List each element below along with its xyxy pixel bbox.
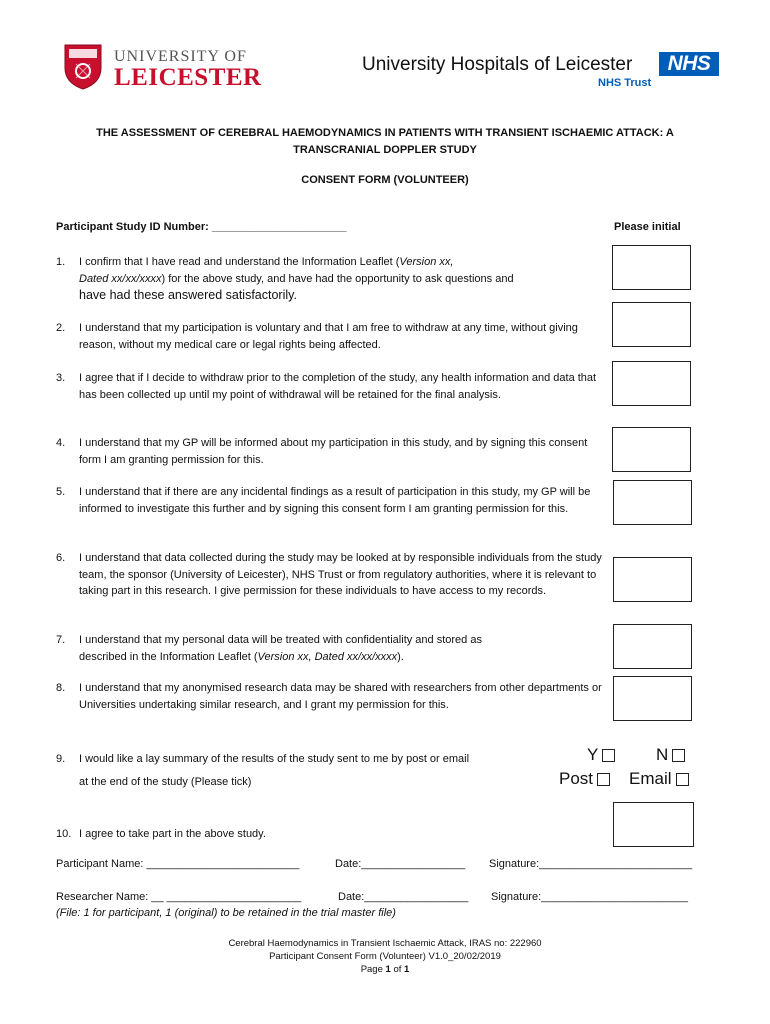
item-text: I agree that if I decide to withdraw prior to the completion of the study, any health information and data that has been collected up until my point of withdrawal will be retained for the final analysis.	[79, 372, 597, 401]
item-text: I would like a lay summary of the results of the study sent to me by post or email	[79, 753, 470, 765]
initial-box-3[interactable]	[612, 361, 691, 406]
item-number: 9.	[56, 753, 66, 765]
item-text: I understand that data collected during the study may be looked at by responsible individuals from the study team, the sponsor (University of Leicester), NHS Trust or from regulatory authorities, where it is relevant to taking part in this research. I give permission for these individuals to have access to my records.	[79, 552, 602, 598]
researcher-date-field[interactable]: Date:_________________	[338, 891, 469, 903]
checkbox-yes[interactable]	[602, 749, 615, 762]
item-text: described in the Information Leaflet (	[79, 650, 258, 663]
footer-line2: Participant Consent Form (Volunteer) V1.0_20/02/2019	[269, 951, 501, 962]
participant-name-field[interactable]: Participant Name: _________________________	[56, 858, 300, 870]
university-of-leicester-logo	[64, 44, 262, 98]
item-number: 8.	[56, 682, 66, 694]
researcher-signature-field[interactable]: Signature:________________________	[491, 891, 688, 903]
item-text: ).	[397, 650, 404, 663]
initial-box-1[interactable]	[612, 245, 691, 290]
participant-date-field[interactable]: Date:_________________	[335, 858, 466, 870]
item-text: ) for the above study, and have had the opportunity to ask questions and	[161, 272, 514, 285]
page-current: 1	[385, 964, 391, 975]
participant-id-label: Participant Study ID Number: ______________________	[56, 221, 347, 233]
tick-no-label: N	[656, 745, 669, 764]
filing-note: (File: 1 for participant, 1 (original) to be retained in the trial master file)	[56, 907, 396, 919]
item-text-italic: Dated xx/xx/xxxx	[79, 272, 162, 285]
tick-email-label: Email	[629, 769, 672, 788]
nhs-trust: NHS Trust	[598, 77, 652, 89]
item-text-italic: Version xx, Dated xx/xx/xxxx	[257, 650, 398, 663]
item-text: I understand that my anonymised research data may be shared with researchers from other departments or Universities undertaking similar research, and I grant my permission for this.	[79, 682, 602, 711]
page-total: 1	[404, 964, 410, 975]
page-label: Page	[360, 964, 386, 975]
tick-post[interactable]	[559, 769, 610, 789]
nhs-logo: NHS	[659, 52, 719, 76]
tick-post-label: Post	[559, 769, 594, 788]
item-text: I understand that my participation is voluntary and that I am free to withdraw at any time, without giving reason, without my medical care or legal rights being affected.	[79, 322, 578, 351]
checkbox-no[interactable]	[672, 749, 685, 762]
checkbox-post[interactable]	[597, 773, 610, 786]
researcher-name-field[interactable]: Researcher Name: __ ______________________	[56, 891, 302, 903]
item-number: 2.	[56, 322, 66, 334]
initial-box-8[interactable]	[613, 676, 692, 721]
item-number: 10.	[56, 828, 72, 840]
study-title-line1: THE ASSESSMENT OF CEREBRAL HAEMODYNAMICS IN PATIENTS WITH TRANSIENT ISCHAEMIC ATTACK: A	[96, 127, 674, 139]
initial-box-5[interactable]	[613, 480, 692, 525]
participant-signature-field[interactable]: Signature:_________________________	[489, 858, 693, 870]
tick-no[interactable]	[656, 745, 685, 765]
item-text: I understand that my GP will be informed about my participation in this study, and by signing this consent form I am granting permission for this.	[79, 437, 588, 466]
item-text-italic: Version xx,	[399, 256, 454, 268]
item-text: I agree to take part in the above study.	[79, 828, 266, 840]
checkbox-email[interactable]	[676, 773, 689, 786]
please-initial-label: Please initial	[614, 221, 681, 233]
item-text: I confirm that I have read and understand the Information Leaflet (	[79, 256, 400, 268]
tick-email[interactable]	[629, 769, 689, 789]
tick-yes-label: Y	[587, 745, 599, 764]
item-text: have had these answered satisfactorily.	[79, 288, 297, 303]
page-of: of	[390, 964, 405, 975]
initial-box-6[interactable]	[613, 557, 692, 602]
page-number	[40, 963, 730, 976]
item-number: 3.	[56, 372, 66, 384]
initial-box-4[interactable]	[612, 427, 691, 472]
initial-box-2[interactable]	[612, 302, 691, 347]
item-text: I understand that my personal data will be treated with confidentiality and stored as	[79, 634, 482, 646]
uhl-name: University Hospitals of Leicester	[362, 54, 633, 75]
item-text: I understand that if there are any incidental findings as a result of participation in this study, my GP will be informed to investigate this further and by signing this consent form I am granting permission for this.	[79, 486, 591, 515]
study-title-line2: TRANSCRANIAL DOPPLER STUDY	[293, 144, 477, 156]
item-number: 1.	[56, 256, 66, 268]
form-title: CONSENT FORM (VOLUNTEER)	[301, 174, 469, 186]
tick-yes[interactable]	[587, 745, 615, 765]
initial-box-7[interactable]	[613, 624, 692, 669]
footer-line1: Cerebral Haemodynamics in Transient Ischaemic Attack, IRAS no: 222960	[228, 938, 542, 949]
initial-box-10[interactable]	[613, 802, 694, 847]
item-number: 5.	[56, 486, 66, 498]
item-number: 6.	[56, 552, 66, 564]
item-text: at the end of the study (Please tick)	[79, 776, 252, 788]
item-number: 7.	[56, 634, 66, 646]
uol-line1: UNIVERSITY OF	[114, 48, 247, 65]
item-number: 4.	[56, 437, 66, 449]
uol-line2: LEICESTER	[114, 64, 262, 91]
shield-icon	[64, 44, 102, 90]
